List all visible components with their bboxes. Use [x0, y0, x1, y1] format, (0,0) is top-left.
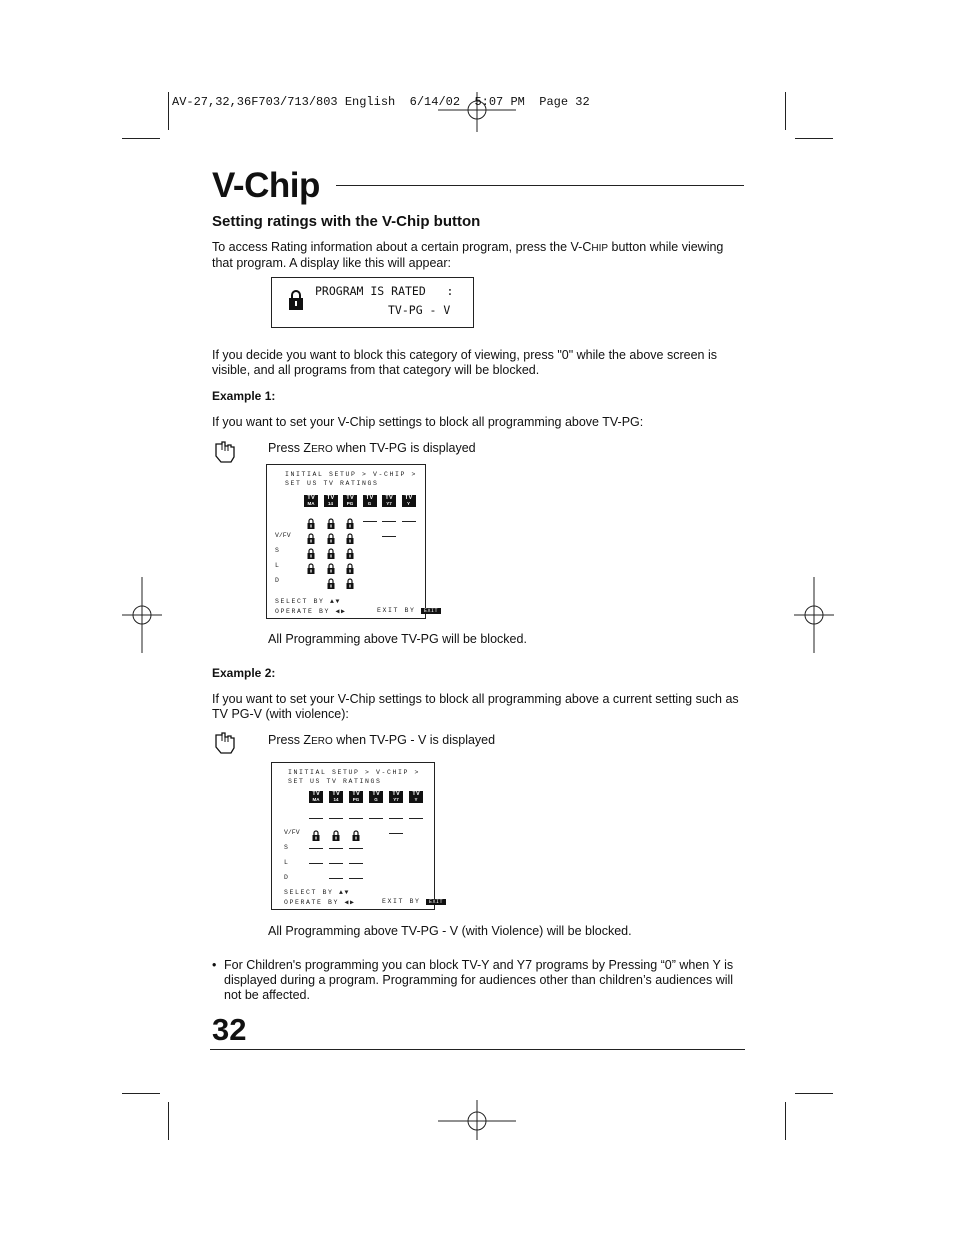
operate-instruction: OPERATE BY ◀▶	[284, 899, 356, 906]
screen-breadcrumb: INITIAL SETUP > V-CHIP >	[288, 769, 421, 776]
lock-icon[interactable]	[312, 828, 320, 846]
intro-smallcaps: HIP	[591, 243, 609, 254]
screen-subtitle: SET US TV RATINGS	[288, 778, 382, 785]
select-instruction: SELECT BY ▲▼	[275, 598, 342, 605]
press-text-before: Press Z	[268, 441, 312, 455]
registration-mark	[122, 577, 162, 653]
hand-press-icon	[213, 731, 237, 755]
exit-instruction: EXIT BY EXIT	[382, 898, 446, 905]
example-1-press	[268, 441, 476, 457]
rating-row-label: D	[284, 874, 288, 881]
lock-icon[interactable]	[352, 828, 360, 846]
lock-icon	[288, 289, 304, 311]
example-2-press	[268, 733, 495, 749]
example-1-text: If you want to set your V-Chip settings to block all programming above TV-PG:	[212, 415, 644, 429]
section-heading: Setting ratings with the V-Chip button	[212, 213, 481, 230]
unlocked-dash[interactable]	[349, 878, 363, 879]
press-text-after: when TV-PG is displayed	[332, 441, 476, 455]
crop-mark	[795, 138, 833, 139]
example-1-heading: Example 1:	[212, 389, 276, 403]
title-rule	[336, 185, 744, 186]
crop-mark	[795, 1093, 833, 1094]
vchip-screen-example-2	[271, 762, 444, 910]
crop-mark	[785, 1102, 786, 1140]
press-smallcaps: ERO	[311, 736, 333, 747]
registration-mark	[794, 577, 834, 653]
select-instruction: SELECT BY ▲▼	[284, 889, 351, 896]
rating-column-header: TV Y7	[382, 495, 396, 507]
vchip-screen-example-1	[266, 464, 439, 619]
unlocked-dash[interactable]	[349, 863, 363, 864]
unlocked-dash[interactable]	[309, 848, 323, 849]
print-slug: AV-27,32,36F703/713/803 English 6/14/02 5:07 PM Page 32	[172, 95, 590, 109]
children-bullet-text: For Children's programming you can block TV-Y and Y7 programs by Pressing “0” when Y is displayed during a program. Programming for audiences other than children’s audiences will not be affected.	[224, 958, 734, 1002]
display-line-2: TV-PG - V	[388, 303, 451, 317]
unlocked-dash[interactable]	[309, 863, 323, 864]
unlocked-dash[interactable]	[329, 863, 343, 864]
rating-row-label: V/FV	[284, 829, 300, 836]
lock-icon[interactable]	[327, 576, 335, 594]
intro-paragraph	[212, 240, 742, 271]
exit-instruction: EXIT BY EXIT	[377, 607, 441, 614]
unlocked-dash[interactable]	[329, 818, 343, 819]
unlocked-dash[interactable]	[389, 833, 403, 834]
screen-breadcrumb: INITIAL SETUP > V-CHIP >	[285, 471, 418, 478]
crop-mark	[785, 92, 786, 130]
rating-column-header: TV PG	[343, 495, 357, 507]
rating-row-label: S	[275, 547, 279, 554]
page-number: 32	[212, 1012, 247, 1047]
rating-display-box	[271, 277, 474, 328]
screen-subtitle: SET US TV RATINGS	[285, 480, 379, 487]
rating-row-label: L	[275, 562, 279, 569]
rating-column-header: TV 14	[324, 495, 338, 507]
unlocked-dash[interactable]	[382, 521, 396, 522]
unlocked-dash[interactable]	[382, 536, 396, 537]
unlocked-dash[interactable]	[329, 848, 343, 849]
rating-column-header: TV Y	[402, 495, 416, 507]
example-1-result: All Programming above TV-PG will be blocked.	[268, 632, 527, 646]
unlocked-dash[interactable]	[329, 878, 343, 879]
unlocked-dash[interactable]	[389, 818, 403, 819]
exit-key-icon: EXIT	[426, 899, 446, 905]
intro-text-before: To access Rating information about a certain program, press the V-C	[212, 240, 592, 254]
example-2-heading: Example 2:	[212, 666, 276, 680]
unlocked-dash[interactable]	[349, 818, 363, 819]
unlocked-dash[interactable]	[363, 521, 377, 522]
bullet-marker: •	[212, 958, 217, 972]
crop-mark	[122, 1093, 160, 1094]
registration-mark	[438, 1100, 516, 1140]
press-text-before: Press Z	[268, 733, 312, 747]
rating-column-header: TV MA	[309, 791, 323, 803]
rating-column-header: TV MA	[304, 495, 318, 507]
page-title: V-Chip	[212, 166, 320, 205]
lock-icon[interactable]	[346, 576, 354, 594]
example-2-result: All Programming above TV-PG - V (with Violence) will be blocked.	[268, 924, 632, 938]
rating-row-label: D	[275, 577, 279, 584]
unlocked-dash[interactable]	[409, 818, 423, 819]
rating-row-label: L	[284, 859, 288, 866]
display-line-1: PROGRAM IS RATED :	[315, 284, 454, 298]
crop-mark	[168, 1102, 169, 1140]
rating-column-header: TV G	[363, 495, 377, 507]
rating-row-label: S	[284, 844, 288, 851]
example-2-text: If you want to set your V-Chip settings to block all programming above a current setting such as TV PG-V (with violence):	[212, 692, 739, 721]
exit-key-icon: EXIT	[421, 608, 441, 614]
unlocked-dash[interactable]	[402, 521, 416, 522]
rating-column-header: TV G	[369, 791, 383, 803]
rating-column-header: TV 14	[329, 791, 343, 803]
rating-row-label: V/FV	[275, 532, 291, 539]
rating-column-header: TV Y	[409, 791, 423, 803]
unlocked-dash[interactable]	[349, 848, 363, 849]
operate-instruction: OPERATE BY ◀▶	[275, 608, 347, 615]
press-text-after: when TV-PG - V is displayed	[332, 733, 496, 747]
block-paragraph: If you decide you want to block this category of viewing, press "0" while the above screen is visible, and all programs from that category will be blocked.	[212, 348, 717, 377]
unlocked-dash[interactable]	[309, 818, 323, 819]
hand-press-icon	[213, 440, 237, 464]
crop-mark	[122, 138, 160, 139]
lock-icon[interactable]	[332, 828, 340, 846]
rating-column-header: TV PG	[349, 791, 363, 803]
crop-mark	[168, 92, 169, 130]
intro-text-after: button while viewing that program. A display like this will appear:	[212, 240, 724, 270]
rating-column-header: TV Y7	[389, 791, 403, 803]
footer-rule	[210, 1049, 745, 1050]
lock-icon[interactable]	[307, 561, 315, 579]
press-smallcaps: ERO	[311, 444, 333, 455]
unlocked-dash[interactable]	[369, 818, 383, 819]
